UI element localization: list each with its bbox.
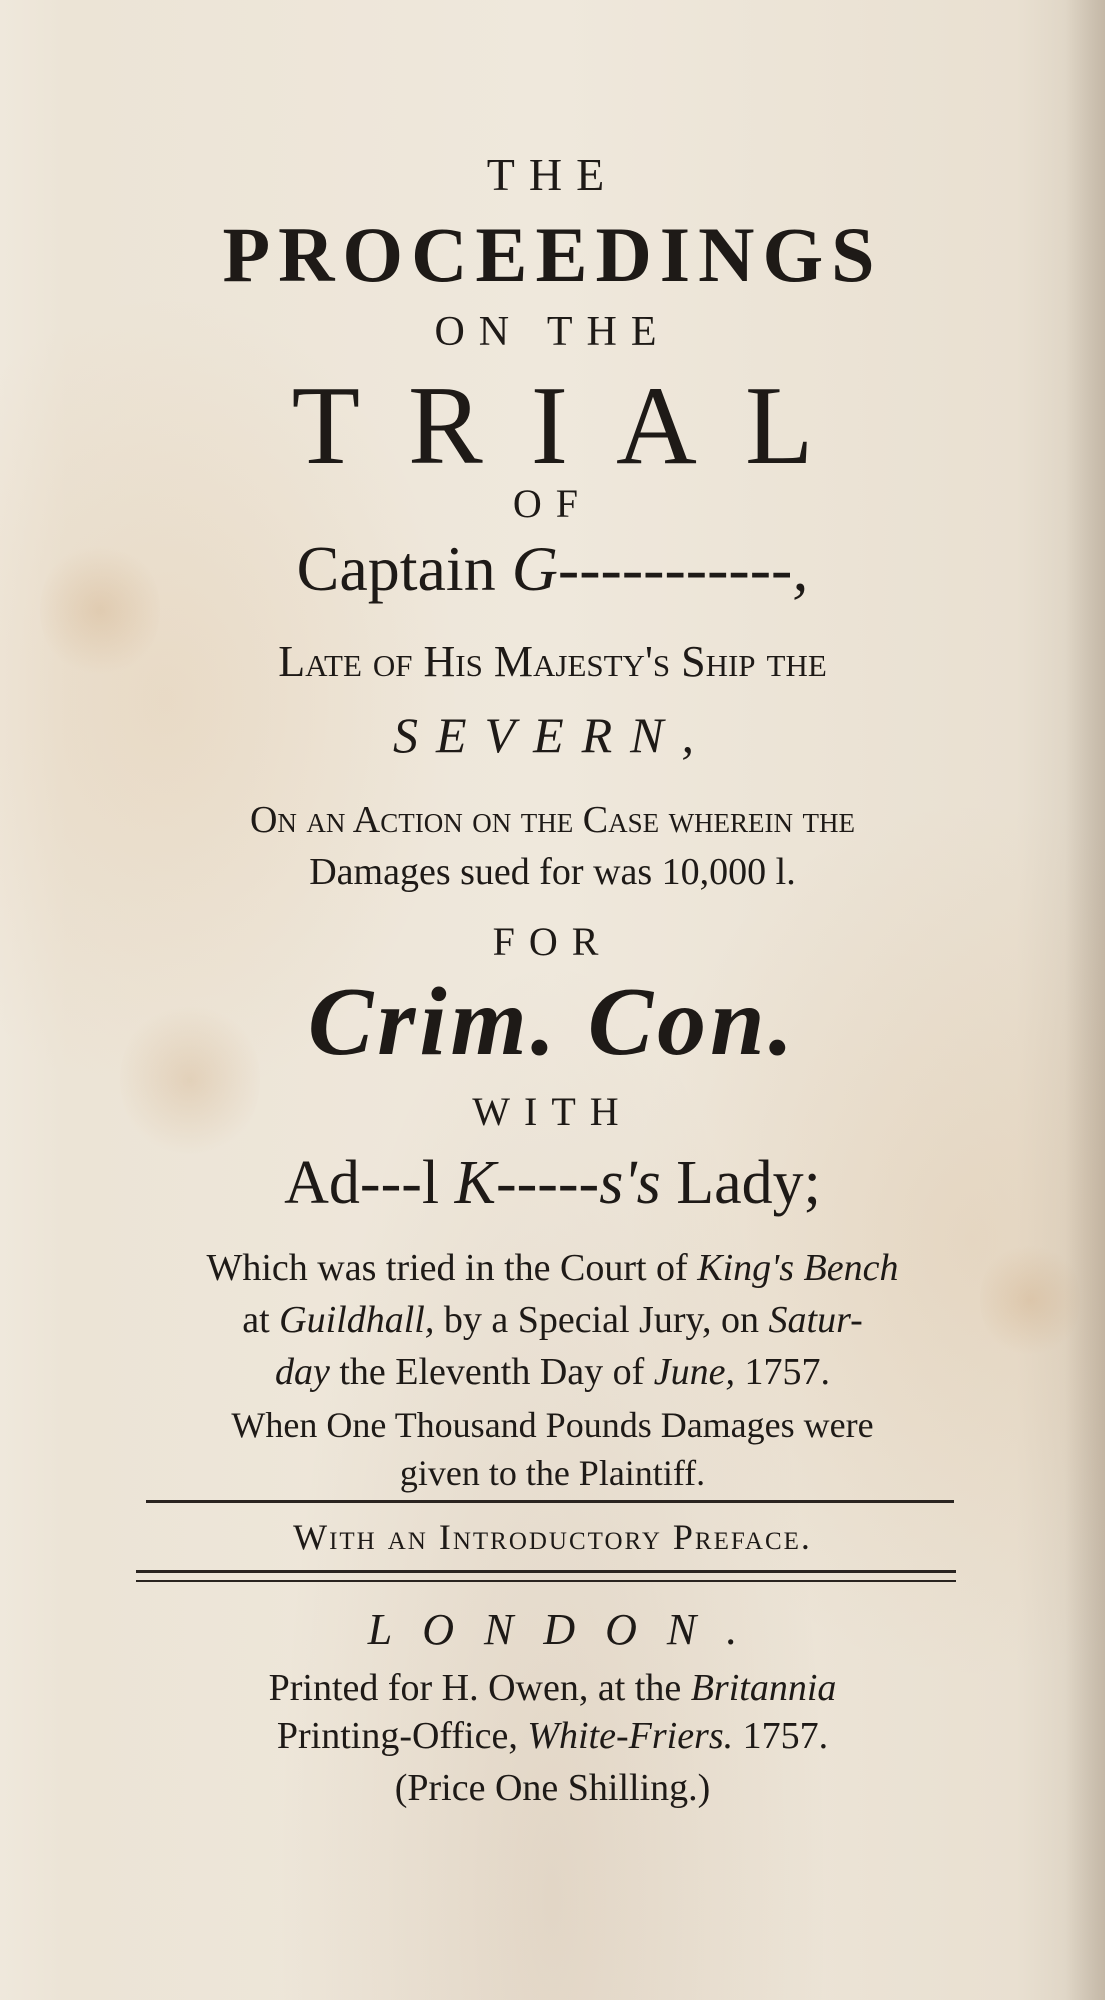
- action-line: On an Action on the Case wherein the: [249, 799, 856, 841]
- lady-line: [0, 1148, 1105, 1219]
- tried-line-2-jury: by a Special Jury, on: [443, 1299, 760, 1341]
- lady-name: K-----s's: [454, 1149, 661, 1217]
- white-friers: White-Friers.: [527, 1715, 734, 1757]
- tried-line-1: [0, 1246, 1105, 1290]
- when-line-1: When One Thousand Pounds Damages were: [231, 1405, 874, 1445]
- eleventh-day: the Eleventh Day of: [339, 1351, 645, 1393]
- tried-line-3: [0, 1350, 1105, 1394]
- title-proceedings: PROCEEDINGS: [222, 211, 883, 298]
- printer-name: Printed for H. Owen, at the: [268, 1667, 682, 1709]
- price-line: (Price One Shilling.): [394, 1767, 711, 1809]
- late-of-ship-line: Late of His Majesty's Ship the: [278, 637, 827, 686]
- imprint-london: LONDON.: [367, 1605, 768, 1654]
- trial-year: 1757.: [744, 1351, 831, 1393]
- tried-line-2-at: at: [242, 1299, 270, 1341]
- damages-line: Damages sued for was 10,000 l.: [309, 851, 796, 893]
- for-line: FOR: [492, 919, 613, 964]
- title-trial: TRIAL: [291, 364, 862, 488]
- captain-line: [0, 532, 1105, 606]
- lady-prefix: Ad---l: [284, 1149, 440, 1217]
- ship-name: SEVERN,: [392, 707, 713, 763]
- captain-name: G-----------,: [511, 533, 809, 604]
- guildhall: Guildhall,: [279, 1299, 435, 1341]
- printer-line-1: [0, 1666, 1105, 1710]
- captain-prefix: Captain: [296, 533, 496, 604]
- title-on-the: ON THE: [434, 309, 671, 355]
- printing-office: Printing-Office,: [276, 1715, 518, 1757]
- title-of: OF: [512, 481, 593, 526]
- kings-bench: King's Bench: [697, 1247, 899, 1289]
- preface-line: With an Introductory Preface.: [293, 1517, 812, 1557]
- tried-line-2: [0, 1298, 1105, 1342]
- day-part: day: [274, 1351, 330, 1393]
- with-line: WITH: [472, 1089, 633, 1134]
- britannia: Britannia: [690, 1667, 837, 1709]
- rule-below-preface-double: [136, 1580, 956, 1582]
- lady-suffix: Lady;: [676, 1149, 821, 1217]
- printer-line-2: [0, 1714, 1105, 1758]
- tried-line-1-text: Which was tried in the Court of: [206, 1247, 688, 1289]
- crim-con-heading: Crim. Con.: [307, 968, 798, 1076]
- when-line-2: given to the Plaintiff.: [399, 1453, 706, 1493]
- imprint-year: 1757.: [742, 1715, 829, 1757]
- title-the: THE: [486, 149, 619, 200]
- saturday-part: Satur-: [768, 1299, 863, 1341]
- june: June,: [653, 1351, 736, 1393]
- rule-above-preface: [146, 1500, 954, 1503]
- rule-below-preface: [136, 1570, 956, 1573]
